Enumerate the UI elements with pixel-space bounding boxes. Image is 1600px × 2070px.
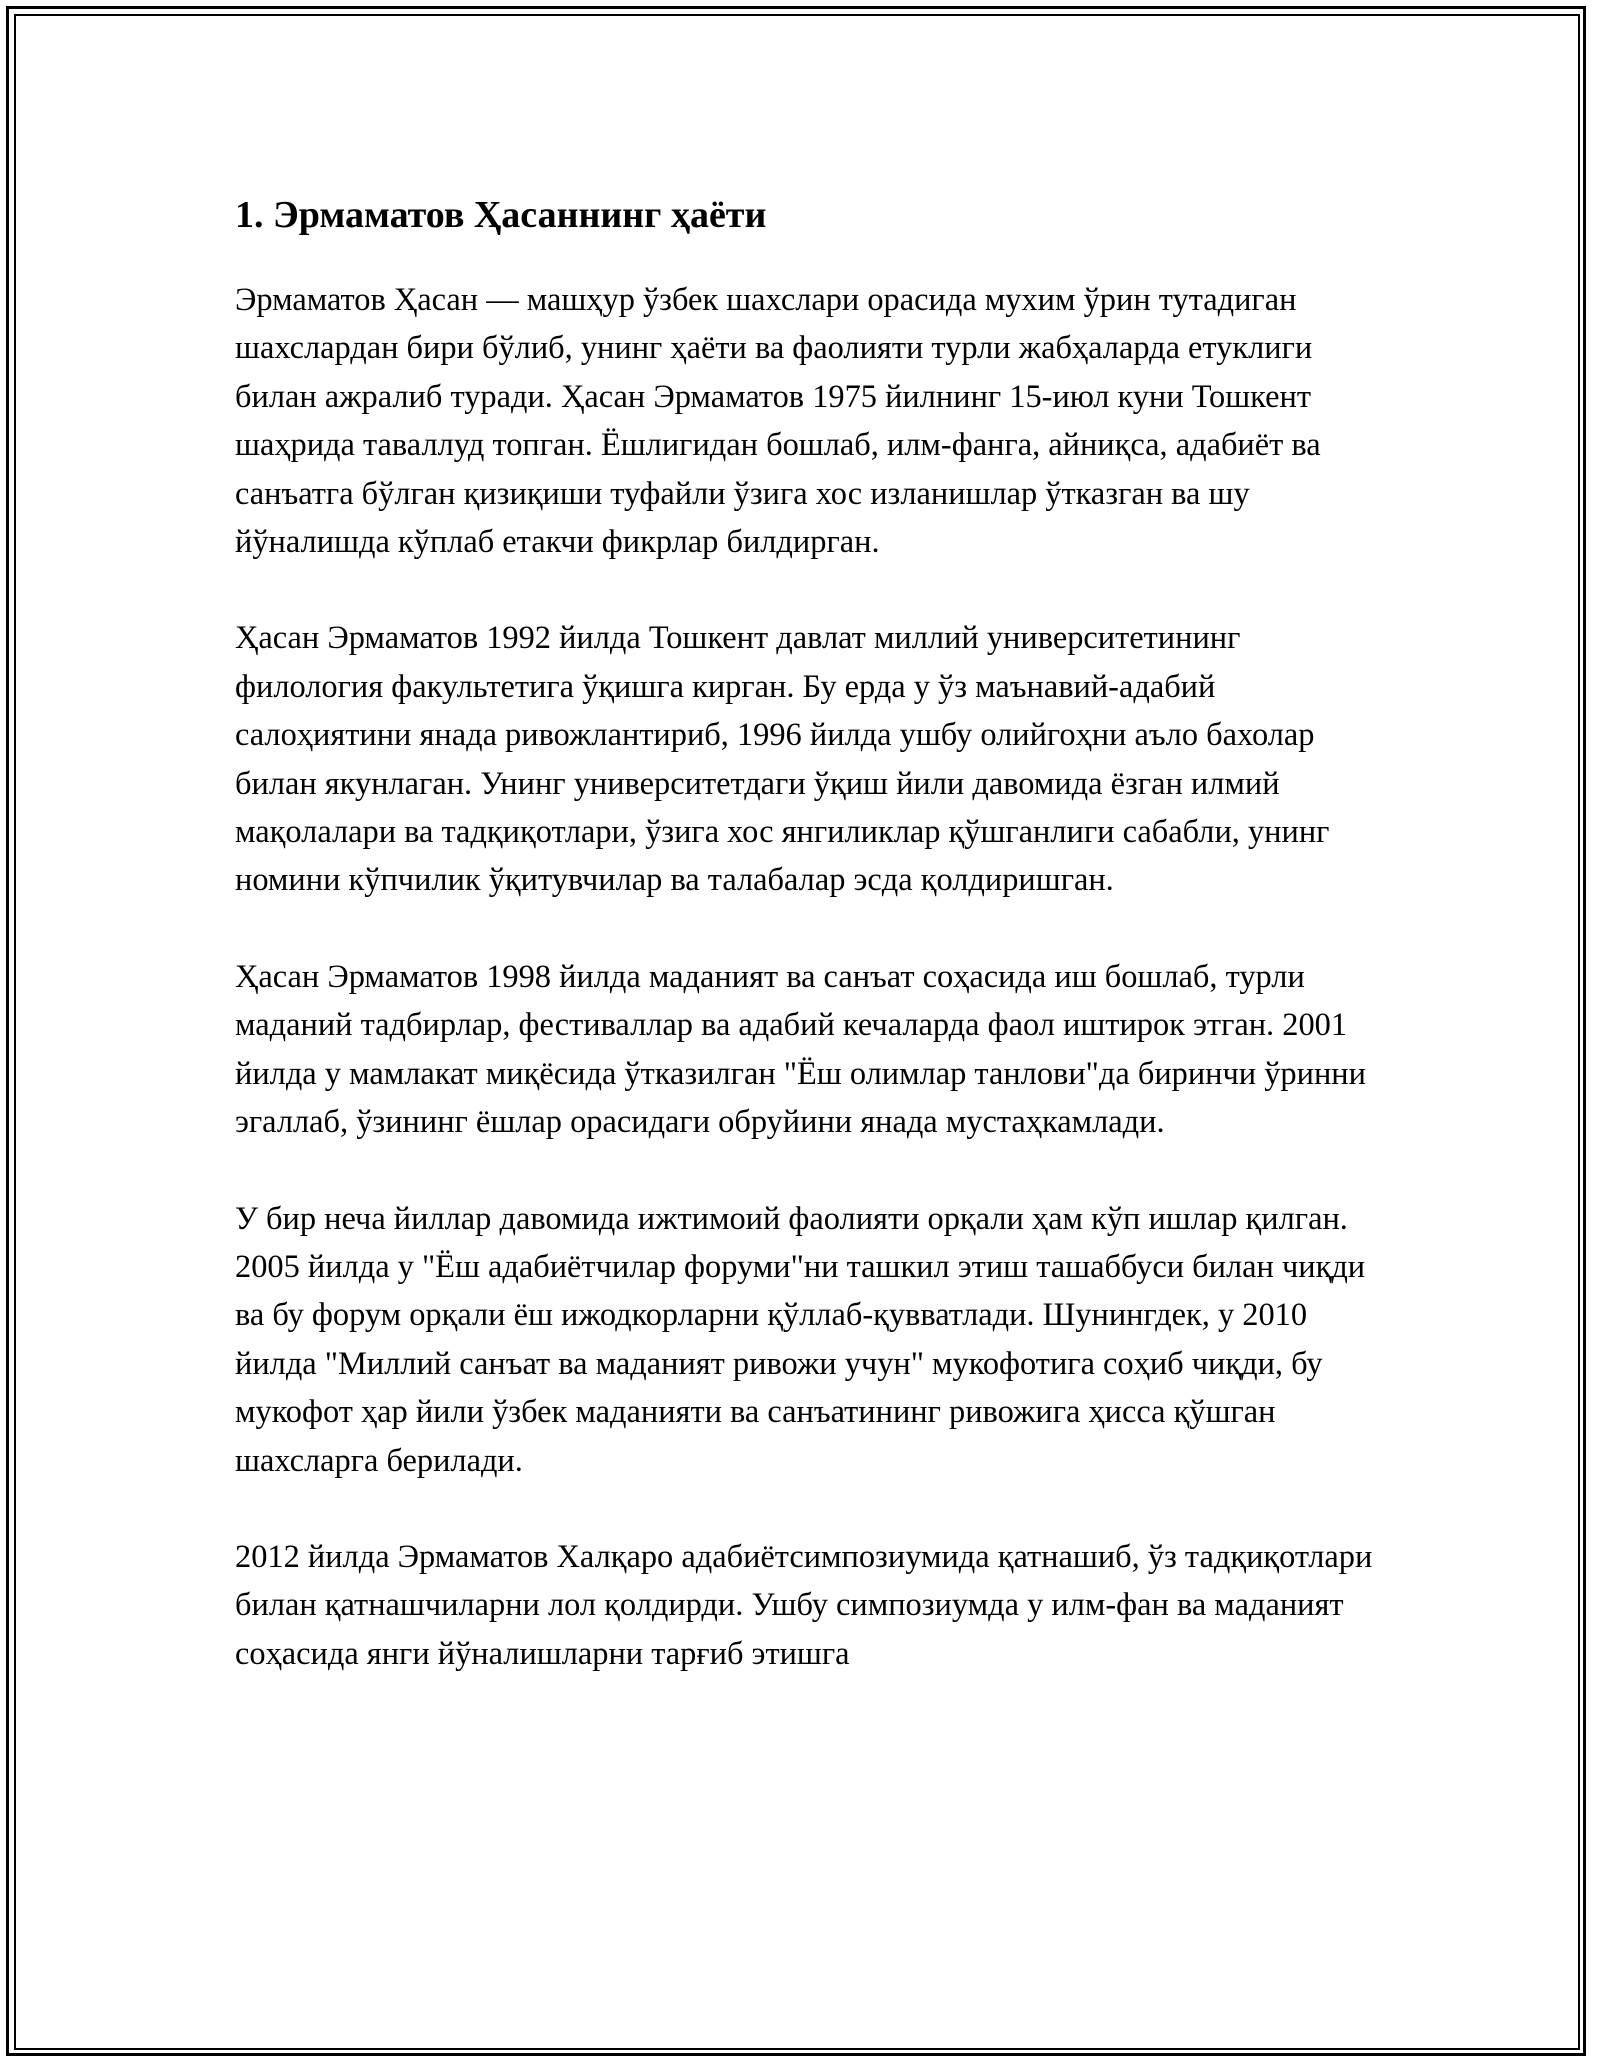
paragraph-1: Эрмаматов Ҳасан — машҳур ўзбек шахслари орасида мухим ўрин тутадиган шахслардан бири бўлиб, унинг ҳаёти ва фаолияти турли жабҳаларда етуклиги билан ажралиб туради. Ҳасан Эрмаматов 1975 йилнинг 15-июл куни Тошкент шаҳрида таваллуд топган. Ёшлигидан бошлаб, илм-фанга, айниқса, адабиёт ва санъатга бўлган қизиқиши туфайли ўзига хос изланишлар ўтказган ва шу йўналишда кўплаб етакчи фикрлар билдирган.: [235, 282, 1321, 561]
paragraph-4: У бир неча йиллар давомида ижтимоий фаолияти орқали ҳам кўп ишлар қилган. 2005 йилда у "Ёш адабиётчилар форуми"ни ташкил этиш ташаббуси билан чиқди ва бу форум орқали ёш ижодкорларни қўллаб-қувватлади. Шунингдек, у 2010 йилда "Миллий санъат ва маданият ривожи учун" мукофотига соҳиб чиқди, бу мукофот ҳар йили ўзбек маданияти ва санъатининг ривожига ҳисса қўшган шахсларга берилади.: [235, 1200, 1366, 1479]
paragraph-2: Ҳасан Эрмаматов 1992 йилда Тошкент давлат миллий университетининг филология факультетига ўқишга кирган. Бу ерда у ўз маънавий-адабий салоҳиятини янада ривожлантириб, 1996 йилда ушбу олийгоҳни аъло бахолар билан якунлаган. Унинг университетдаги ўқиш йили давомида ёзган илмий мақолалари ва тадқиқотлари, ўзига хос янгиликлар қўшганлиги сабабли, унинг номини кўпчилик ўқитувчилар ва талабалар эсда қолдиришган.: [235, 620, 1330, 899]
section-title: 1. Эрмаматов Ҳасаннинг ҳаёти: [235, 194, 767, 236]
paragraph-5: 2012 йилда Эрмаматов Халқаро адабиётсимпозиумида қатнашиб, ўз тадқиқотлари билан қатнашчиларни лол қолдирди. Ушбу симпозиумда у илм-фан ва маданият соҳасида янги йўналишларни тарғиб этишга: [235, 1538, 1373, 1672]
document-body: [235, 180, 1395, 1726]
paragraph-3: Ҳасан Эрмаматов 1998 йилда маданият ва санъат соҳасида иш бошлаб, турли маданий тадбирлар, фестиваллар ва адабий кечаларда фаол иштирок этган. 2001 йилда у мамлакат миқёсида ўтказилган "Ёш олимлар танлови"да биринчи ўринни эгаллаб, ўзининг ёшлар орасидаги обруйини янада мустаҳкамлади.: [235, 958, 1366, 1141]
